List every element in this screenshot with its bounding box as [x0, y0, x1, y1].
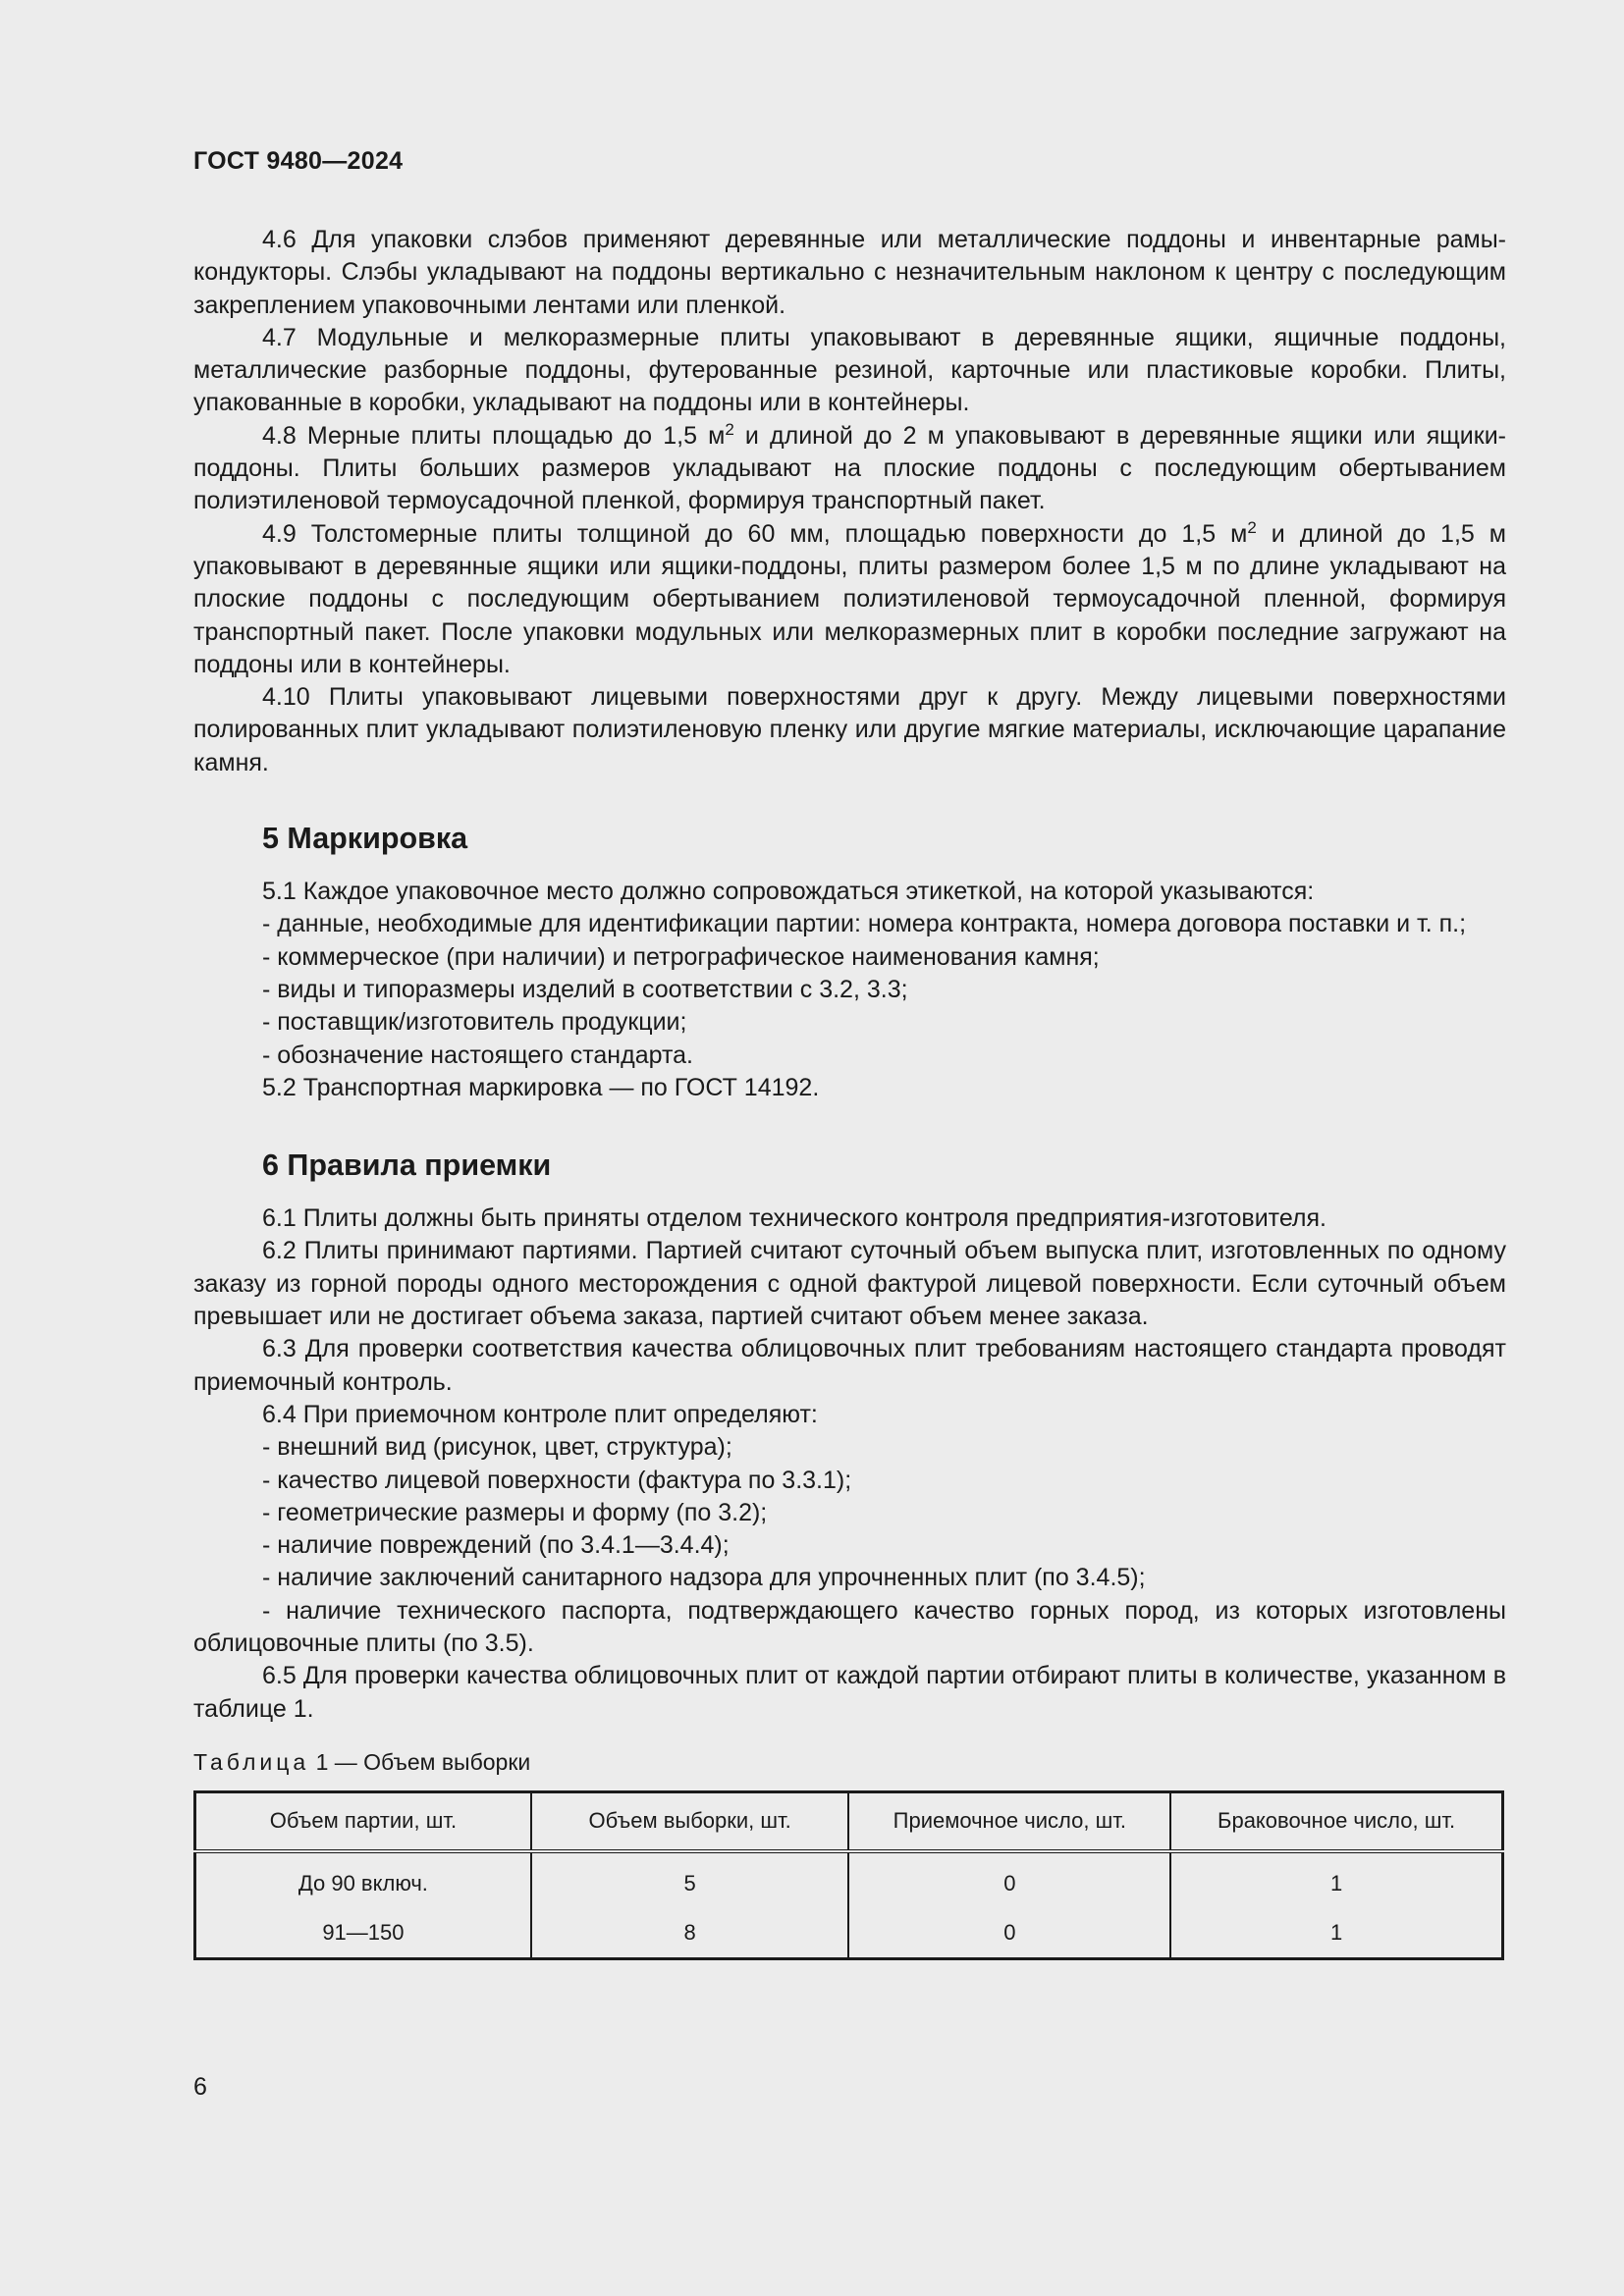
table-cell: 1	[1170, 1851, 1502, 1908]
paragraph-6-4: 6.4 При приемочном контроле плит определяют:	[262, 1400, 818, 1428]
page-number: 6	[193, 2073, 207, 2101]
paragraph-4-9-text-b: и длиной до 1,5 м упаковывают в деревянные ящики или ящики-поддоны, плиты размером более 1,5 м по длине укладывают на плоские поддоны с последующим обертыванием полиэтиленовой термоусадочной пленной, формируя транспортный пакет. После упаковки модульных или мелкоразмерных плит в коробки последние загружают на поддоны или в контейнеры.	[193, 519, 1506, 678]
table-caption	[193, 1747, 1506, 1777]
paragraph-5-1: 5.1 Каждое упаковочное место должно сопровождаться этикеткой, на которой указываются:	[262, 878, 1315, 906]
table-caption-title: 1 — Объем выборки	[309, 1748, 531, 1775]
list-item: - наличие технического паспорта, подтверждающего качество горных пород, из которых изготовлены облицовочные плиты (по 3.5).	[193, 1596, 1506, 1657]
list-item: - поставщик/изготовитель продукции;	[262, 1008, 687, 1037]
section-5-title: 5 Маркировка	[262, 822, 468, 856]
table-cell: 1	[1170, 1908, 1502, 1959]
table-caption-label: Таблица	[193, 1748, 310, 1775]
table-header-cell: Приемочное число, шт.	[848, 1791, 1170, 1851]
paragraph-5-2: 5.2 Транспортная маркировка — по ГОСТ 14192.	[262, 1073, 820, 1101]
paragraph-4-7: 4.7 Модульные и мелкоразмерные плиты упаковывают в деревянные ящики, ящичные поддоны, металлические разборные поддоны, футерованные резиной, карточные или пластиковые коробки. Плиты, упакованные в коробки, укладывают на поддоны или в контейнеры.	[193, 323, 1506, 417]
paragraph-6-5: 6.5 Для проверки качества облицовочных плит от каждой партии отбирают плиты в количестве, указанном в таблице 1.	[193, 1662, 1506, 1723]
paragraph-4-8	[193, 420, 1506, 518]
superscript-square: 2	[725, 419, 734, 439]
list-item: - качество лицевой поверхности (фактура по 3.3.1);	[262, 1466, 852, 1494]
list-item: - коммерческое (при наличии) и петрографическое наименования камня;	[262, 942, 1100, 971]
table-header-row	[195, 1791, 1503, 1851]
table-row	[195, 1908, 1503, 1959]
paragraph-4-9	[193, 518, 1506, 681]
paragraph-4-8-text-b: и длиной до 2 м упаковывают в деревянные ящики или ящики-поддоны. Плиты больших размеров укладывают на плоские поддоны с последующим обертыванием полиэтиленовой термоусадочной пленкой, формируя транспортный пакет.	[193, 421, 1507, 515]
list-item: - геометрические размеры и форму (по 3.2);	[262, 1498, 768, 1526]
document-body	[193, 224, 1506, 1960]
table-header-cell: Объем партии, шт.	[195, 1791, 531, 1851]
list-item: - обозначение настоящего стандарта.	[262, 1041, 693, 1069]
section-6-title: 6 Правила приемки	[262, 1148, 552, 1183]
list-item: - наличие заключений санитарного надзора для упрочненных плит (по 3.4.5);	[262, 1564, 1146, 1592]
table-header-cell: Браковочное число, шт.	[1170, 1791, 1502, 1851]
list-item: - виды и типоразмеры изделий в соответствии с 3.2, 3.3;	[262, 975, 908, 1003]
list-item: - внешний вид (рисунок, цвет, структура);	[262, 1433, 732, 1462]
sample-size-table	[193, 1790, 1504, 1960]
paragraph-6-3: 6.3 Для проверки соответствия качества облицовочных плит требованиям настоящего стандарта проводят приемочный контроль.	[193, 1335, 1506, 1396]
paragraph-6-2: 6.2 Плиты принимают партиями. Партией считают суточный объем выпуска плит, изготовленных по одному заказу из горной породы одного месторождения с одной фактурой лицевой поверхности. Если суточный объем превышает или не достигает объема заказа, партией считают объем менее заказа.	[193, 1237, 1506, 1331]
list-item: - данные, необходимые для идентификации партии: номера контракта, номера договора поставки и т. п.;	[262, 910, 1467, 938]
table-cell: 91—150	[195, 1908, 531, 1959]
table-cell: 8	[531, 1908, 849, 1959]
paragraph-4-9-text-a: 4.9 Толстомерные плиты толщиной до 60 мм, площадью поверхности до 1,5 м	[262, 519, 1248, 548]
table-cell: 5	[531, 1851, 849, 1908]
table-header-cell: Объем выборки, шт.	[531, 1791, 849, 1851]
paragraph-4-10: 4.10 Плиты упаковывают лицевыми поверхностями друг к другу. Между лицевыми поверхностями полированных плит укладывают полиэтиленовую пленку или другие мягкие материалы, исключающие царапание камня.	[193, 683, 1506, 776]
table-cell: 0	[848, 1908, 1170, 1959]
document-code: ГОСТ 9480—2024	[193, 147, 404, 175]
table-cell: 0	[848, 1851, 1170, 1908]
paragraph-4-8-text-a: 4.8 Мерные плиты площадью до 1,5 м	[262, 421, 726, 450]
paragraph-6-1: 6.1 Плиты должны быть приняты отделом технического контроля предприятия-изготовителя.	[262, 1204, 1326, 1233]
table-cell: До 90 включ.	[195, 1851, 531, 1908]
superscript-square: 2	[1247, 517, 1257, 537]
paragraph-4-6: 4.6 Для упаковки слэбов применяют деревянные или металлические поддоны и инвентарные рамы-кондукторы. Слэбы укладывают на поддоны вертикально с незначительным наклоном к центру с последующим закреплением упаковочными лентами или пленкой.	[193, 226, 1506, 319]
table-row	[195, 1851, 1503, 1908]
list-item: - наличие повреждений (по 3.4.1—3.4.4);	[262, 1531, 730, 1560]
